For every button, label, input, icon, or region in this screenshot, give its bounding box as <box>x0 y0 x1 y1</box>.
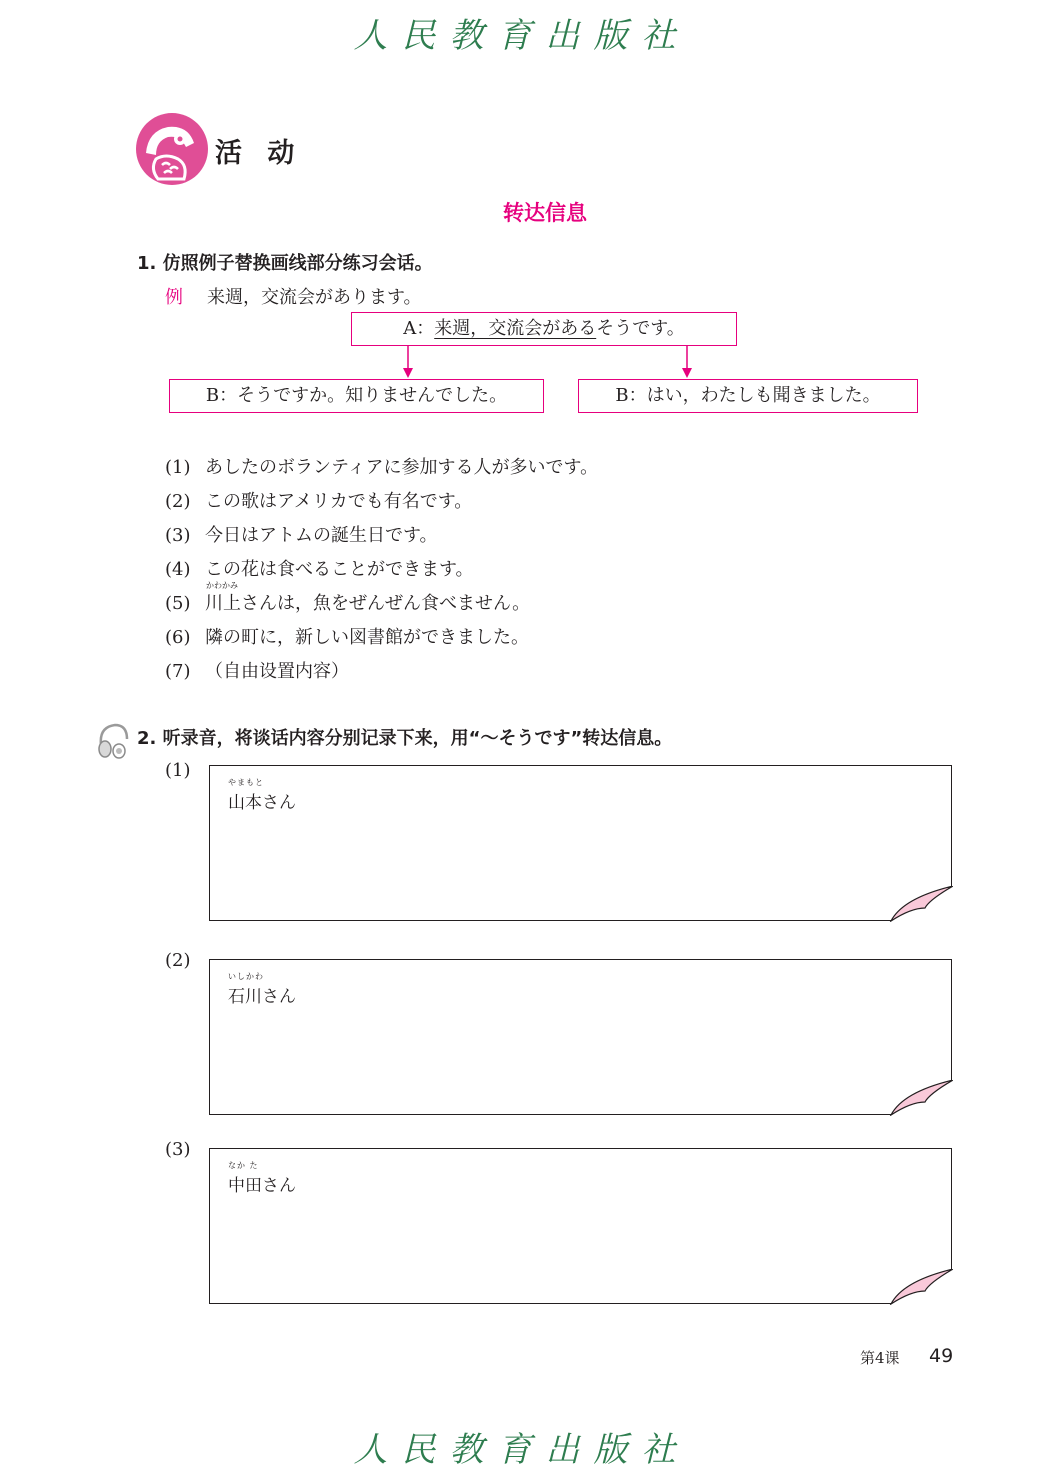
furigana-ishikawa: いしかわ <box>228 972 264 981</box>
note-speaker-name: 山本さん <box>228 793 296 813</box>
question-1-title: 1. 仿照例子替换画线部分练习会话。 <box>137 253 433 274</box>
exercise-item: (5) 川上さんは，魚をぜんぜん食べません。 <box>165 593 531 614</box>
dialogue-box-b2: B：はい，わたしも聞きました。 <box>578 379 918 413</box>
exercise-item: (7) （自由设置内容） <box>165 661 349 682</box>
page-curl-icon <box>889 886 953 922</box>
note-box-2 <box>209 959 952 1115</box>
note-number: (1) <box>165 760 191 781</box>
note-number: (3) <box>165 1139 191 1160</box>
note-speaker-name: 中田さん <box>228 1176 296 1196</box>
page-number: 49 <box>929 1345 954 1367</box>
headphones-icon <box>95 719 131 763</box>
exercise-item: (4) この花は食べることができます。 <box>165 559 474 580</box>
furigana-kawakami: かわかみ <box>206 581 238 590</box>
dialogue-box-b1: B：そうですか。知りませんでした。 <box>169 379 544 413</box>
exercise-item: (1) あしたのボランティアに参加する人が多いです。 <box>165 457 599 478</box>
note-speaker-name: 石川さん <box>228 987 296 1007</box>
question-2-title: 2. 听录音，将谈话内容分别记录下来，用“～そうです”转达信息。 <box>137 728 673 749</box>
box-a-suffix: そうです。 <box>596 318 685 339</box>
section-title: 活 动 <box>215 138 303 169</box>
furigana-nakata: なか た <box>228 1161 259 1170</box>
exercise-item: (6) 隣の町に，新しい図書館ができました。 <box>165 627 529 648</box>
box-a-prefix: A： <box>403 318 435 339</box>
note-box-1 <box>209 765 952 921</box>
page-curl-icon <box>889 1269 953 1305</box>
example-label: 例 <box>165 287 183 308</box>
dialogue-arrows <box>0 0 1043 400</box>
note-number: (2) <box>165 950 191 971</box>
activity-title: 转达信息 <box>503 201 587 225</box>
note-box-3 <box>209 1148 952 1304</box>
exercise-item: (3) 今日はアトムの誕生日です。 <box>165 525 438 546</box>
publisher-header: 人民教育出版社 <box>353 16 690 56</box>
publisher-footer: 人民教育出版社 <box>353 1430 690 1470</box>
exercise-item: (2) この歌はアメリカでも有名です。 <box>165 491 473 512</box>
example-text: 来週，交流会があります。 <box>207 287 422 308</box>
furigana-yamamoto: やまもと <box>228 778 264 787</box>
page-curl-icon <box>889 1080 953 1116</box>
box-a-underlined: 来週，交流会がある <box>434 318 597 339</box>
lesson-label: 第4课 <box>860 1349 900 1367</box>
